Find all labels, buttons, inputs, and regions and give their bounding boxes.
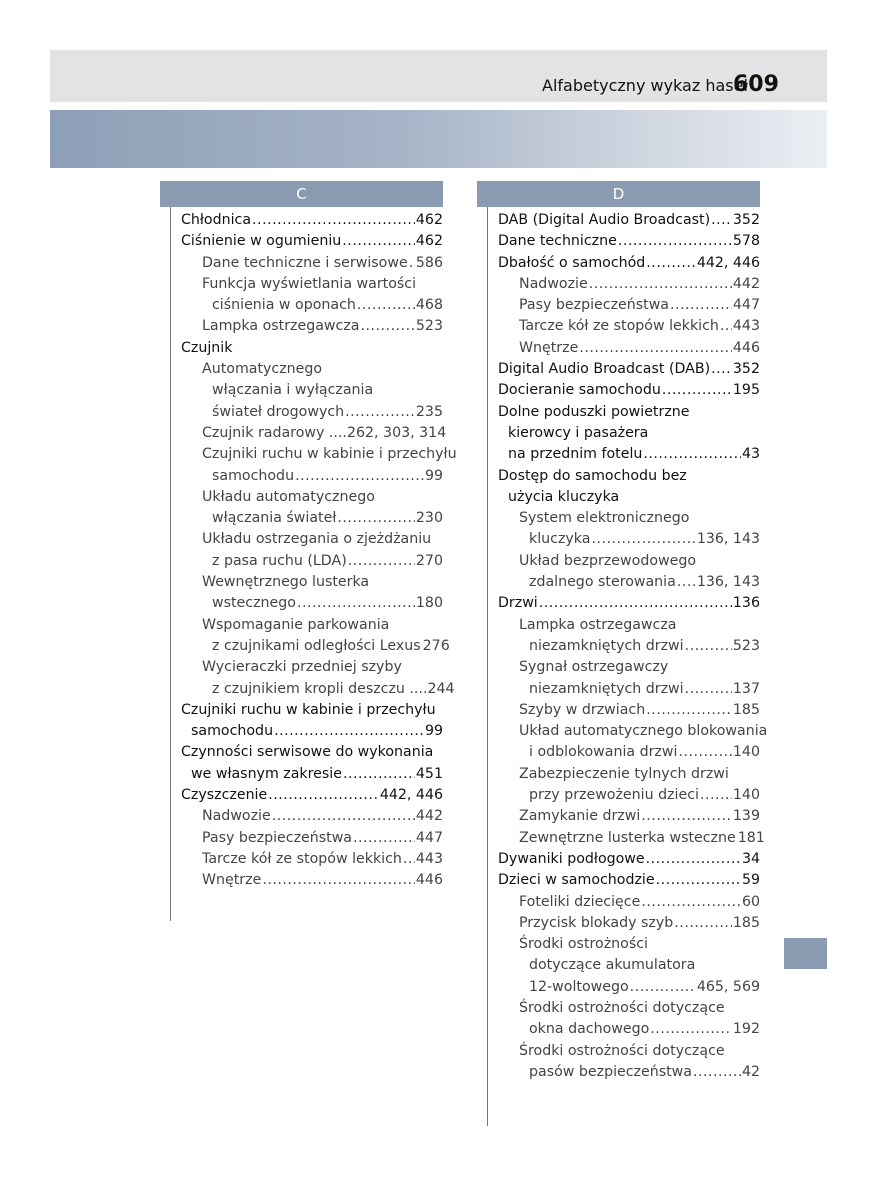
entry-page-ref: 43 bbox=[741, 446, 760, 463]
dot-leader bbox=[272, 806, 415, 827]
dot-leader bbox=[268, 785, 379, 806]
entry-term: Środki ostrożności bbox=[519, 936, 648, 953]
dot-leader bbox=[685, 636, 732, 657]
index-entry bbox=[181, 657, 443, 678]
index-entry bbox=[498, 253, 760, 274]
entry-page-ref: 136, 143 bbox=[696, 531, 760, 548]
page-title: Alfabetyczny wykaz haseł bbox=[542, 76, 748, 95]
entry-term: Automatycznego bbox=[202, 361, 323, 378]
entry-term: 12-woltowego bbox=[529, 978, 629, 995]
entry-term: niezamkniętych drzwi bbox=[529, 637, 684, 654]
index-entry bbox=[498, 231, 760, 252]
entry-page-ref: 99 bbox=[424, 467, 443, 484]
index-entry bbox=[498, 998, 760, 1019]
entry-page-ref: 523 bbox=[415, 318, 443, 335]
entry-page-ref: 442, 446 bbox=[379, 787, 443, 804]
dot-leader bbox=[342, 231, 415, 252]
entry-page-ref: 276 bbox=[422, 637, 450, 654]
entry-page-ref: 447 bbox=[732, 297, 760, 314]
dot-leader bbox=[591, 529, 695, 550]
index-entry bbox=[498, 1019, 760, 1040]
entry-term: Czujnik radarowy .... bbox=[202, 424, 347, 441]
dot-leader bbox=[677, 572, 696, 593]
entry-term: Pasy bezpieczeństwa bbox=[202, 829, 352, 846]
dot-leader bbox=[674, 913, 732, 934]
entry-term: Dbałość o samochód bbox=[498, 254, 646, 271]
index-entry bbox=[498, 849, 760, 870]
entry-page-ref: 181 bbox=[737, 829, 765, 846]
dot-leader bbox=[618, 231, 732, 252]
entry-page-ref: 270 bbox=[415, 552, 443, 569]
entry-term: Wnętrze bbox=[519, 339, 579, 356]
dot-leader bbox=[711, 210, 732, 231]
index-entry bbox=[498, 742, 760, 763]
entry-term: niezamkniętych drzwi bbox=[529, 680, 684, 697]
dot-leader bbox=[643, 444, 741, 465]
dot-leader bbox=[656, 870, 741, 891]
entry-term: Układu automatycznego bbox=[202, 488, 375, 505]
entry-term: Wnętrze bbox=[202, 872, 262, 889]
index-entry bbox=[498, 508, 760, 529]
entry-term: Zabezpieczenie tylnych drzwi bbox=[519, 765, 729, 782]
index-entry bbox=[498, 892, 760, 913]
index-entry bbox=[498, 593, 760, 614]
entry-page-ref: 140 bbox=[732, 744, 760, 761]
dot-leader bbox=[274, 721, 424, 742]
entry-term: Czynności serwisowe do wykonania bbox=[181, 744, 434, 761]
entry-term: Wycieraczki przedniej szyby bbox=[202, 659, 402, 676]
dot-leader bbox=[693, 1062, 741, 1083]
entry-term: DAB (Digital Audio Broadcast) bbox=[498, 212, 711, 228]
dot-leader bbox=[650, 1019, 732, 1040]
entry-term: Zewnętrzne lusterka wsteczne bbox=[519, 829, 736, 846]
entry-term: Lampka ostrzegawcza bbox=[202, 318, 360, 335]
section-tab bbox=[784, 938, 827, 969]
dot-leader bbox=[720, 316, 732, 337]
index-entry bbox=[181, 593, 443, 614]
dot-leader bbox=[353, 828, 415, 849]
index-entry bbox=[498, 913, 760, 934]
entry-term: Funkcja wyświetlania wartości bbox=[202, 275, 417, 292]
entry-term: wstecznego bbox=[212, 595, 296, 612]
entry-term: Czujnik bbox=[181, 339, 233, 356]
index-entry bbox=[181, 721, 443, 742]
index-entry bbox=[498, 529, 760, 550]
index-entry bbox=[181, 402, 443, 423]
index-entry bbox=[181, 636, 450, 657]
dot-leader bbox=[646, 849, 741, 870]
entry-page-ref: 446 bbox=[732, 339, 760, 356]
entry-term: włączania świateł bbox=[212, 510, 337, 527]
entry-term: Nadwozie bbox=[202, 808, 271, 825]
dot-leader bbox=[409, 253, 415, 274]
entry-page-ref: 34 bbox=[741, 850, 760, 867]
column-letter-header: C bbox=[160, 181, 443, 207]
index-entry bbox=[498, 1041, 760, 1062]
index-entry bbox=[498, 487, 760, 508]
entry-term: Szyby w drzwiach bbox=[519, 701, 646, 718]
index-entry bbox=[498, 316, 760, 337]
decorative-banner bbox=[50, 110, 827, 168]
index-entry bbox=[181, 210, 443, 231]
entry-term: i odblokowania drzwi bbox=[529, 744, 678, 761]
dot-leader bbox=[630, 977, 696, 998]
entry-page-ref: 140 bbox=[732, 787, 760, 804]
entry-term: Digital Audio Broadcast (DAB) bbox=[498, 361, 711, 378]
entry-page-ref: 442 bbox=[732, 275, 760, 292]
index-entry bbox=[181, 572, 443, 593]
entry-page-ref: 136 bbox=[732, 595, 760, 612]
entry-term: z pasa ruchu (LDA) bbox=[212, 552, 347, 569]
index-entry bbox=[181, 870, 443, 891]
entry-term: przy przewożeniu dzieci bbox=[529, 787, 699, 804]
index-entry bbox=[181, 615, 443, 636]
entry-term: samochodu bbox=[191, 723, 274, 740]
dot-leader bbox=[403, 849, 415, 870]
index-entry bbox=[181, 444, 457, 465]
index-entry bbox=[498, 806, 760, 827]
entry-page-ref: 136, 143 bbox=[696, 574, 760, 591]
dot-leader bbox=[646, 700, 732, 721]
entry-term: Foteliki dziecięce bbox=[519, 893, 641, 910]
entry-page-ref: 137 bbox=[732, 680, 760, 697]
entry-term: Wewnętrznego lusterka bbox=[202, 574, 370, 591]
dot-leader bbox=[295, 466, 424, 487]
entry-term: Środki ostrożności dotyczące bbox=[519, 1042, 725, 1059]
entry-page-ref: 185 bbox=[732, 914, 760, 931]
entry-term: Dzieci w samochodzie bbox=[498, 872, 655, 889]
index-entry bbox=[181, 508, 443, 529]
index-entry bbox=[181, 764, 443, 785]
entry-term: Pasy bezpieczeństwa bbox=[519, 297, 669, 314]
entry-term: Chłodnica bbox=[181, 212, 252, 228]
entry-term: Nadwozie bbox=[519, 275, 588, 292]
entry-term: okna dachowego bbox=[529, 1021, 650, 1038]
entry-term: kluczyka bbox=[529, 531, 591, 548]
index-entry bbox=[498, 785, 760, 806]
entry-term: użycia kluczyka bbox=[508, 488, 620, 505]
entry-page-ref: 586 bbox=[415, 254, 443, 271]
entry-term: Docieranie samochodu bbox=[498, 382, 661, 399]
entry-page-ref: 262, 303, 314 bbox=[346, 424, 447, 441]
dot-leader bbox=[345, 402, 415, 423]
dot-leader bbox=[662, 380, 732, 401]
index-entry bbox=[498, 764, 760, 785]
index-entry bbox=[498, 423, 760, 444]
index-entry bbox=[181, 529, 443, 550]
index-entry bbox=[181, 742, 443, 763]
entry-term: Ciśnienie w ogumieniu bbox=[181, 233, 342, 250]
page-number: 609 bbox=[733, 72, 779, 97]
entry-term: Czujniki ruchu w kabinie i przechyłu bbox=[202, 446, 457, 463]
entry-term: Dostęp do samochodu bez bbox=[498, 467, 687, 484]
index-entry bbox=[498, 338, 760, 359]
index-entry bbox=[498, 359, 760, 380]
index-entry bbox=[181, 231, 443, 252]
entry-term: Tarcze kół ze stopów lekkich bbox=[519, 318, 719, 335]
index-entry bbox=[181, 253, 443, 274]
entry-page-ref: 446 bbox=[415, 872, 443, 889]
entry-term: Dywaniki podłogowe bbox=[498, 850, 645, 867]
dot-leader bbox=[539, 593, 732, 614]
dot-leader bbox=[360, 316, 414, 337]
index-entry bbox=[498, 615, 760, 636]
entry-page-ref: 60 bbox=[741, 893, 760, 910]
entry-term: samochodu bbox=[212, 467, 295, 484]
dot-leader bbox=[700, 785, 732, 806]
entry-page-ref: 442, 446 bbox=[696, 254, 760, 271]
entry-page-ref: 468 bbox=[415, 297, 443, 314]
entry-term: z czujnikami odległości Lexus bbox=[212, 637, 421, 654]
entry-term: z czujnikiem kropli deszczu .... bbox=[212, 680, 428, 697]
entry-term: Drzwi bbox=[498, 595, 538, 612]
entry-list bbox=[477, 207, 768, 1083]
entry-page-ref: 523 bbox=[732, 637, 760, 654]
dot-leader bbox=[685, 679, 732, 700]
entry-page-ref: 462 bbox=[415, 233, 443, 250]
dot-leader bbox=[262, 870, 415, 891]
entry-page-ref: 59 bbox=[741, 872, 760, 889]
index-entry bbox=[181, 828, 443, 849]
entry-page-ref: 578 bbox=[732, 233, 760, 250]
index-entry bbox=[181, 295, 443, 316]
entry-page-ref: 139 bbox=[732, 808, 760, 825]
entry-term: Lampka ostrzegawcza bbox=[519, 616, 677, 633]
index-entry bbox=[181, 338, 443, 359]
dot-leader bbox=[678, 742, 731, 763]
entry-term: Przycisk blokady szyb bbox=[519, 914, 674, 931]
index-entry bbox=[498, 721, 768, 742]
index-entry bbox=[498, 380, 760, 401]
index-entry bbox=[181, 679, 455, 700]
entry-term: we własnym zakresie bbox=[191, 765, 342, 782]
entry-page-ref: 451 bbox=[415, 765, 443, 782]
index-entry bbox=[498, 295, 760, 316]
dot-leader bbox=[641, 892, 741, 913]
entry-term: Wspomaganie parkowania bbox=[202, 616, 390, 633]
entry-page-ref: 235 bbox=[415, 403, 443, 420]
index-entry bbox=[498, 636, 760, 657]
entry-term: System elektronicznego bbox=[519, 510, 690, 527]
entry-page-ref: 42 bbox=[741, 1063, 760, 1080]
index-entry bbox=[181, 423, 447, 444]
entry-list bbox=[160, 207, 457, 892]
entry-page-ref: 180 bbox=[415, 595, 443, 612]
entry-page-ref: 352 bbox=[732, 361, 760, 378]
column-letter-header: D bbox=[477, 181, 760, 207]
entry-term: ciśnienia w oponach bbox=[212, 297, 356, 314]
entry-term: Dolne poduszki powietrzne bbox=[498, 403, 690, 420]
dot-leader bbox=[589, 274, 732, 295]
entry-page-ref: 443 bbox=[732, 318, 760, 335]
dot-leader bbox=[641, 806, 732, 827]
index-entry bbox=[498, 551, 760, 572]
entry-page-ref: 447 bbox=[415, 829, 443, 846]
index-entry bbox=[498, 977, 760, 998]
index-entry bbox=[181, 466, 443, 487]
index-entry bbox=[181, 274, 443, 295]
entry-term: Czujniki ruchu w kabinie i przechyłu bbox=[181, 701, 436, 718]
dot-leader bbox=[348, 551, 415, 572]
entry-page-ref: 230 bbox=[415, 510, 443, 527]
dot-leader bbox=[297, 593, 415, 614]
entry-term: Sygnał ostrzegawczy bbox=[519, 659, 669, 676]
index-entry bbox=[181, 806, 443, 827]
index-entry bbox=[498, 402, 760, 423]
dot-leader bbox=[252, 210, 415, 231]
dot-leader bbox=[343, 764, 415, 785]
index-entry bbox=[498, 828, 765, 849]
entry-page-ref: 442 bbox=[415, 808, 443, 825]
index-entry bbox=[498, 210, 760, 231]
dot-leader bbox=[337, 508, 415, 529]
index-entry bbox=[498, 934, 760, 955]
entry-page-ref: 462 bbox=[415, 212, 443, 228]
entry-term: Środki ostrożności dotyczące bbox=[519, 999, 725, 1016]
entry-term: Tarcze kół ze stopów lekkich bbox=[202, 850, 402, 867]
entry-term: dotyczące akumulatora bbox=[529, 957, 696, 974]
index-entry bbox=[498, 1062, 760, 1083]
index-entry bbox=[181, 849, 443, 870]
index-entry bbox=[181, 700, 443, 721]
index-entry bbox=[181, 359, 443, 380]
entry-term: Układ automatycznego blokowania bbox=[519, 723, 768, 740]
entry-term: na przednim fotelu bbox=[508, 446, 643, 463]
index-entry bbox=[498, 955, 760, 976]
index-entry bbox=[181, 380, 443, 401]
index-entry bbox=[181, 487, 443, 508]
index-entry bbox=[181, 316, 443, 337]
index-entry bbox=[498, 466, 760, 487]
index-entry bbox=[498, 870, 760, 891]
index-entry bbox=[498, 679, 760, 700]
entry-page-ref: 244 bbox=[427, 680, 455, 697]
entry-term: kierowcy i pasażera bbox=[508, 424, 649, 441]
entry-page-ref: 99 bbox=[424, 723, 443, 740]
dot-leader bbox=[670, 295, 732, 316]
index-entry bbox=[498, 444, 760, 465]
dot-leader bbox=[711, 359, 732, 380]
entry-term: świateł drogowych bbox=[212, 403, 345, 420]
entry-page-ref: 195 bbox=[732, 382, 760, 399]
index-entry bbox=[181, 785, 443, 806]
entry-page-ref: 185 bbox=[732, 701, 760, 718]
entry-page-ref: 192 bbox=[732, 1021, 760, 1038]
index-column-c bbox=[160, 181, 457, 892]
index-column-d bbox=[477, 181, 768, 1083]
dot-leader bbox=[357, 295, 415, 316]
dot-leader bbox=[579, 338, 732, 359]
index-entry bbox=[498, 700, 760, 721]
dot-leader bbox=[646, 253, 696, 274]
index-entry bbox=[498, 572, 760, 593]
entry-page-ref: 443 bbox=[415, 850, 443, 867]
index-entry bbox=[181, 551, 443, 572]
entry-term: zdalnego sterowania bbox=[529, 574, 676, 591]
entry-term: Układ bezprzewodowego bbox=[519, 552, 697, 569]
index-entry bbox=[498, 657, 760, 678]
entry-page-ref: 352 bbox=[732, 212, 760, 228]
entry-page-ref: 465, 569 bbox=[696, 978, 760, 995]
entry-term: włączania i wyłączania bbox=[212, 382, 374, 399]
entry-term: Czyszczenie bbox=[181, 787, 268, 804]
index-entry bbox=[498, 274, 760, 295]
entry-term: Układu ostrzegania o zjeżdżaniu bbox=[202, 531, 432, 548]
entry-term: Dane techniczne i serwisowe bbox=[202, 254, 408, 271]
entry-term: Dane techniczne bbox=[498, 233, 617, 250]
entry-term: pasów bezpieczeństwa bbox=[529, 1063, 692, 1080]
entry-term: Zamykanie drzwi bbox=[519, 808, 641, 825]
